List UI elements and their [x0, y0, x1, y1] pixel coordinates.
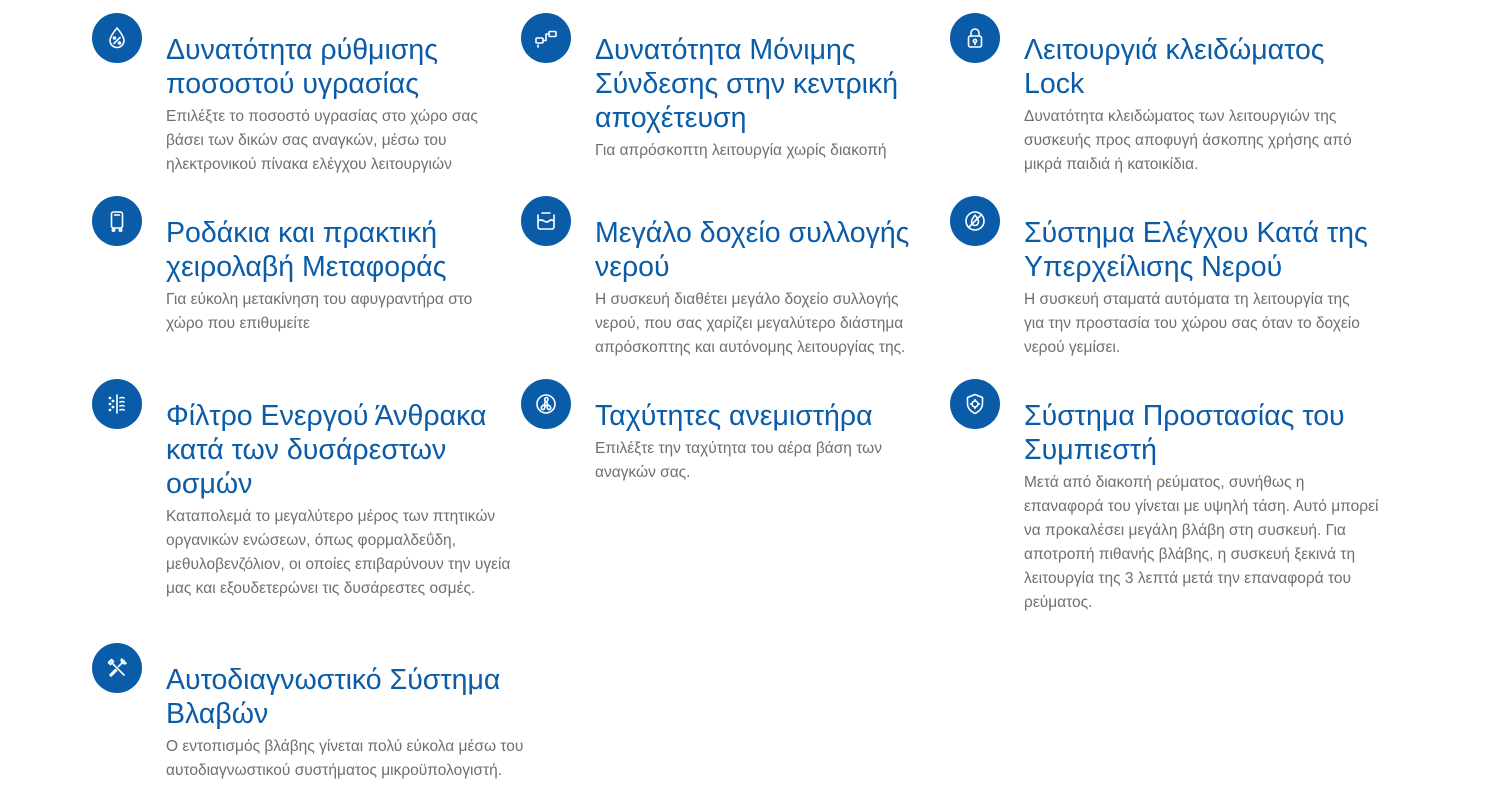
feature-description: Δυνατότητα κλειδώματος των λειτουργιών της συσκευής προς αποφυγή άσκοπης χρήσης από μικρά παιδιά ή κατοικίδια.	[1024, 108, 1352, 173]
feature-description: Για εύκολη μετακίνηση του αφυγραντήρα στο χώρο που επιθυμείτε	[166, 291, 473, 332]
feature-title: Σύστημα Προστασίας του Συμπιεστή	[1024, 400, 1345, 466]
feature-description: Μετά από διακοπή ρεύματος, συνήθως η επαναφορά του γίνεται με υψηλή τάση. Αυτό μπορεί να προκαλέσει μεγάλη βλάβη στη συσκευή. Για αποτροπή πιθανής βλάβης, η συσκευή ξεκινά τη λειτουργία της 3 λεπτά μετά την επαναφορά του ρεύματος.	[1024, 474, 1379, 611]
feature-description: Καταπολεμά το μεγαλύτερο μέρος των πτητικών οργανικών ενώσεων, όπως φορμαλδεΰδη, μεθυλοβενζόλιον, οι οποίες επιβαρύνουν την υγεία μας και εξουδετερώνει τις δυσάρεστες οσμές.	[166, 508, 511, 597]
fan-icon	[521, 379, 571, 429]
feature-description: Ο εντοπισμός βλάβης γίνεται πολύ εύκολα μέσω του αυτοδιαγνωστικού συστήματος μικροϋπολογιστή.	[166, 738, 524, 779]
drain-pipe-icon	[521, 13, 571, 63]
feature-description: Επιλέξτε το ποσοστό υγρασίας στο χώρο σας βάσει των δικών σας αναγκών, μέσω του ηλεκτρονικού πίνακα ελέγχου λειτουργιών	[166, 108, 478, 173]
feature-description: Η συσκευή σταματά αυτόματα τη λειτουργία της για την προστασία του χώρου σας όταν το δοχείο νερού γεμίσει.	[1024, 291, 1360, 356]
feature-description: Για απρόσκοπτη λειτουργία χωρίς διακοπή	[595, 142, 887, 159]
lock-icon	[950, 13, 1000, 63]
wheels-handle-icon	[92, 196, 142, 246]
compressor-shield-icon	[950, 379, 1000, 429]
feature-title: Ροδάκια και πρακτική χειρολαβή Μεταφοράς	[166, 217, 447, 283]
feature-title: Λειτουργιά κλειδώματος Lock	[1024, 34, 1325, 100]
feature-title: Φίλτρο Ενεργού Άνθρακα κατά των δυσάρεστων οσμών	[166, 400, 487, 500]
water-tank-icon	[521, 196, 571, 246]
feature-description: Η συσκευή διαθέτει μεγάλο δοχείο συλλογής νερού, που σας χαρίζει μεγαλύτερο διάστημα απρόσκοπτης και αυτόνομης λειτουργίας της.	[595, 291, 906, 356]
feature-title: Μεγάλο δοχείο συλλογής νερού	[595, 217, 910, 283]
feature-title: Δυνατότητα Μόνιμης Σύνδεσης στην κεντρική αποχέτευση	[595, 34, 899, 134]
feature-title: Αυτοδιαγνωστικό Σύστημα Βλαβών	[166, 664, 501, 730]
feature-title: Ταχύτητες ανεμιστήρα	[595, 400, 873, 432]
tools-icon	[92, 643, 142, 693]
carbon-filter-icon	[92, 379, 142, 429]
overflow-stop-icon	[950, 196, 1000, 246]
humidity-drop-icon	[92, 13, 142, 63]
feature-title: Σύστημα Ελέγχου Κατά της Υπερχείλισης Νερού	[1024, 217, 1368, 283]
feature-title: Δυνατότητα ρύθμισης ποσοστού υγρασίας	[166, 34, 438, 100]
feature-description: Επιλέξτε την ταχύτητα του αέρα βάση των αναγκών σας.	[595, 440, 882, 481]
